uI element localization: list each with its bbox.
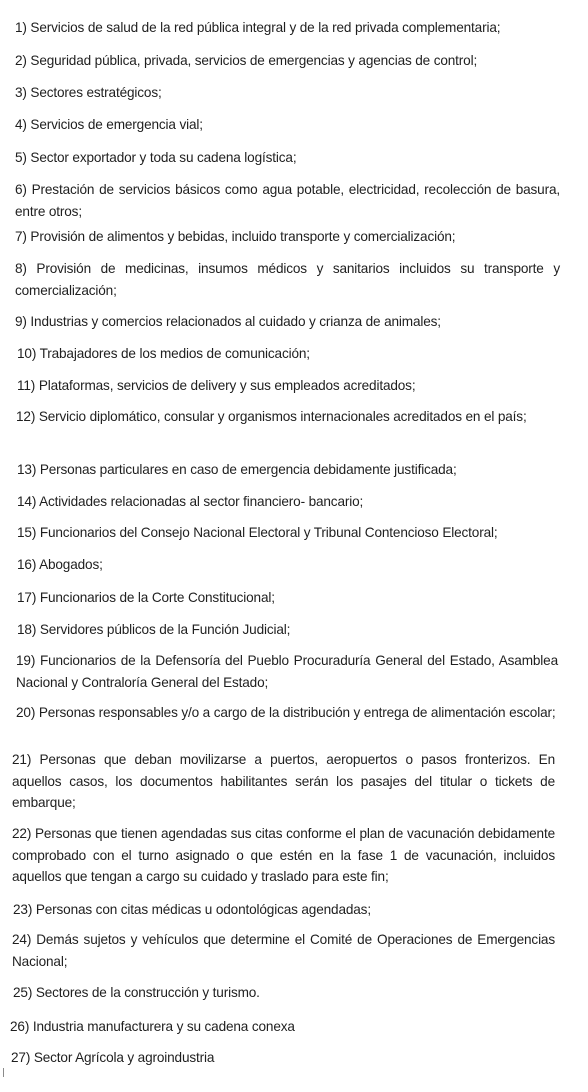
list-item-13: 13) Personas particulares en caso de emergencia debidamente justificada; bbox=[17, 462, 457, 477]
list-item-14: 14) Actividades relacionadas al sector financiero- bancario; bbox=[17, 494, 364, 509]
list-item-18: 18) Servidores públicos de la Función Judicial; bbox=[17, 622, 291, 637]
list-item-15: 15) Funcionarios del Consejo Nacional Electoral y Tribunal Contencioso Electoral; bbox=[17, 525, 498, 540]
list-item-12: 12) Servicio diplomático, consular y organismos internacionales acreditados en el país; bbox=[16, 409, 527, 424]
list-item-1: 1) Servicios de salud de la red pública integral y de la red privada complementaria; bbox=[15, 20, 501, 35]
list-item-9: 9) Industrias y comercios relacionados al cuidado y crianza de animales; bbox=[15, 314, 441, 329]
list-item-17: 17) Funcionarios de la Corte Constitucional; bbox=[17, 590, 275, 605]
list-item-21: 21) Personas que deban movilizarse a puertos, aeropuertos o pasos fronterizos. En aquellos casos, los documentos habilitantes serán los pasajes del titular o tickets de embarque; bbox=[12, 752, 555, 810]
list-item-23: 23) Personas con citas médicas u odontológicas agendadas; bbox=[13, 902, 371, 917]
list-item-20: 20) Personas responsables y/o a cargo de la distribución y entrega de alimentación escolar; bbox=[16, 705, 556, 720]
list-item-3: 3) Sectores estratégicos; bbox=[15, 85, 162, 100]
list-item-5: 5) Sector exportador y toda su cadena logística; bbox=[15, 150, 297, 165]
list-item-8: 8) Provisión de medicinas, insumos médicos y sanitarios incluidos su transporte y comercialización; bbox=[15, 261, 560, 298]
list-item-10: 10) Trabajadores de los medios de comunicación; bbox=[17, 346, 310, 361]
list-item-26: 26) Industria manufacturera y su cadena conexa bbox=[10, 1019, 295, 1034]
list-item-25: 25) Sectores de la construcción y turismo. bbox=[13, 985, 260, 1000]
list-item-7: 7) Provisión de alimentos y bebidas, incluido transporte y comercialización; bbox=[15, 229, 456, 244]
list-item-16: 16) Abogados; bbox=[17, 557, 103, 572]
list-item-24: 24) Demás sujetos y vehículos que determine el Comité de Operaciones de Emergencias Nacional; bbox=[12, 932, 555, 969]
page-edge-mark bbox=[3, 1068, 6, 1077]
list-item-2: 2) Seguridad pública, privada, servicios de emergencias y agencias de control; bbox=[15, 53, 478, 68]
list-item-4: 4) Servicios de emergencia vial; bbox=[15, 117, 203, 132]
list-item-11: 11) Plataformas, servicios de delivery y sus empleados acreditados; bbox=[17, 378, 416, 393]
list-item-22: 22) Personas que tienen agendadas sus citas conforme el plan de vacunación debidamente comprobado con el turno asignado o que estén en la fase 1 de vacunación, incluidos aquellos que tengan a cargo su cuidado y traslado para este fin; bbox=[12, 826, 555, 884]
list-item-27: 27) Sector Agrícola y agroindustria bbox=[11, 1050, 215, 1065]
list-item-6: 6) Prestación de servicios básicos como agua potable, electricidad, recolección de basura, entre otros; bbox=[15, 182, 560, 219]
list-item-19: 19) Funcionarios de la Defensoría del Pueblo Procuraduría General del Estado, Asamblea Nacional y Contraloría General del Estado; bbox=[16, 653, 558, 690]
